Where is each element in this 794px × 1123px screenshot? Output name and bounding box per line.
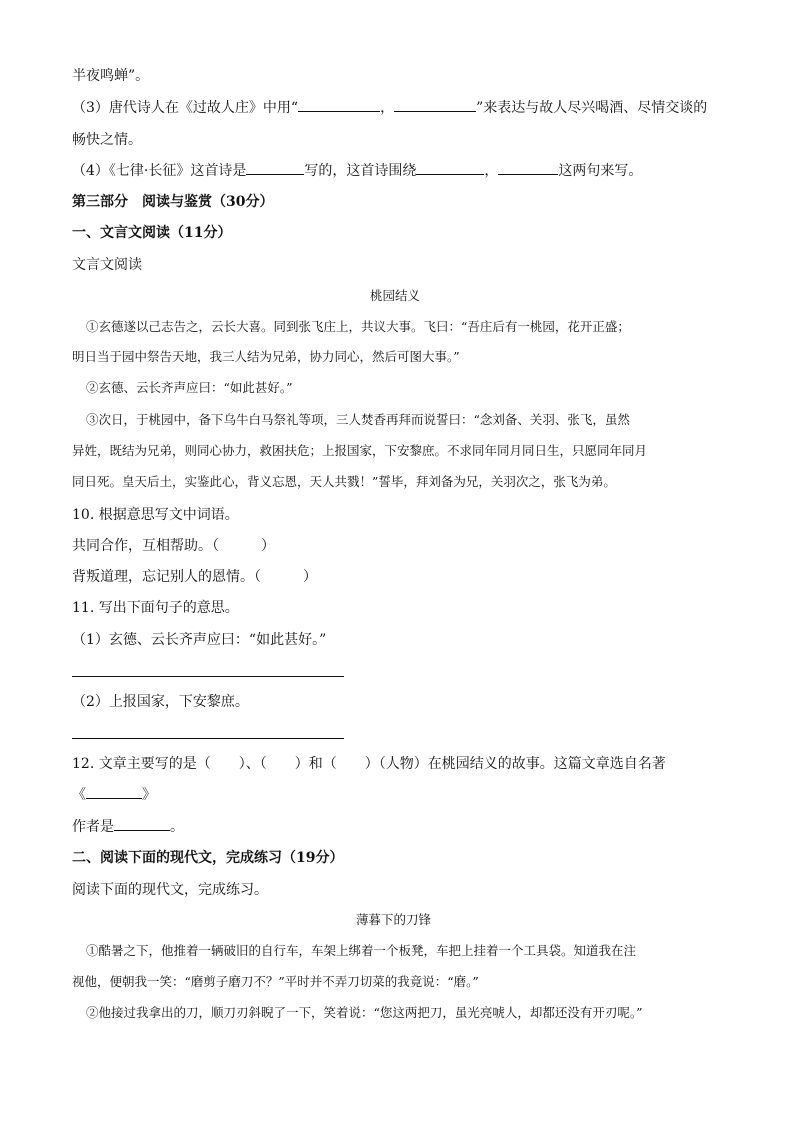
answer-blank[interactable] bbox=[86, 797, 142, 799]
question-11: 11. 写出下面句子的意思。 bbox=[72, 600, 239, 616]
question-3-prompt-cont: ”来表达与故人尽兴喝酒、尽情交谈的 bbox=[476, 100, 708, 116]
question-12-line-1: 12. 文章主要写的是（ ）、（ ）和（ ）（人物）在桃园结义的故事。这篇文章选自名著 bbox=[72, 756, 666, 772]
question-10-item-2: 背叛道理，忘记别人的恩情。（ ） bbox=[72, 569, 317, 585]
answer-line[interactable] bbox=[72, 738, 344, 739]
answer-blank[interactable] bbox=[394, 110, 476, 112]
section-1-heading: 一、文言文阅读（11分） bbox=[72, 225, 232, 241]
question-11-item-2: （2）上报国家，下安黎庶。 bbox=[72, 694, 249, 710]
answer-blank[interactable] bbox=[114, 829, 170, 831]
question-4-prompt-cont: 写的，这首诗围绕 bbox=[304, 163, 417, 179]
passage-1-para-1-line-1: ①玄德遂以己志告之，云长大喜。同到张飞庄上，共议大事。飞曰：“吾庄后有一桃园，花开正盛； bbox=[86, 319, 630, 334]
question-4-line bbox=[72, 164, 642, 178]
passage-1-para-3-line-2: 异姓，既结为兄弟，则同心协力，救困扶危；上报国家，下安黎庶。不求同年同月同日生，只愿同年同月 bbox=[72, 443, 648, 458]
question-3-line-2: 畅快之情。 bbox=[72, 132, 142, 148]
section-2-subheading: 阅读下面的现代文，完成练习。 bbox=[72, 882, 268, 898]
passage-1-title: 桃园结义 bbox=[370, 288, 421, 303]
author-prompt: 作者是 bbox=[72, 819, 114, 835]
passage-1-para-1-line-2: 明日当于园中祭告天地，我三人结为兄弟，协力同心，然后可图大事。” bbox=[72, 349, 460, 364]
section-2-heading: 二、阅读下面的现代文，完成练习（19分） bbox=[72, 850, 344, 866]
question-10-item-1: 共同合作，互相帮助。（ ） bbox=[72, 538, 275, 554]
passage-1-para-2: ②玄德、云长齐声应曰：“如此甚好。” bbox=[86, 380, 293, 395]
answer-blank[interactable] bbox=[498, 173, 558, 175]
poem-line-end: 半夜鸣蝉”。 bbox=[72, 68, 150, 84]
question-12-line-3 bbox=[72, 820, 184, 834]
book-title-close: 》 bbox=[142, 787, 156, 803]
passage-1-para-3-line-3: 同日死。皇天后土，实鉴此心，背义忘恩，天人共戮！”誓毕，拜刘备为兄，关羽次之，张飞为弟。 bbox=[72, 474, 616, 489]
question-3-prompt: （3）唐代诗人在《过故人庄》中用“ bbox=[72, 100, 299, 116]
question-3-line-1 bbox=[72, 101, 707, 115]
passage-2-para-1-line-2: 视他，便朝我一笑：“磨剪子磨刀不？”平时并不弄刀切菜的我竟说：“磨。” bbox=[72, 974, 479, 989]
passage-2-para-1-line-1: ①酷暑之下，他推着一辆破旧的自行车，车架上绑着一个板凳，车把上挂着一个工具袋。知道我在注 bbox=[86, 943, 637, 958]
book-title-open: 《 bbox=[72, 787, 86, 803]
answer-blank[interactable] bbox=[246, 173, 304, 175]
comma: ， bbox=[484, 163, 499, 179]
passage-2-title: 薄暮下的刀锋 bbox=[356, 912, 432, 927]
part-3-heading: 第三部分 阅读与鉴赏（30分） bbox=[72, 194, 274, 210]
passage-1-para-3-line-1: ③次日，于桃园中，备下乌牛白马祭礼等项，三人焚香再拜而说誓曰：“念刘备、关羽、张飞，虽然 bbox=[86, 412, 630, 427]
question-4-prompt: （4）《七律·长征》这首诗是 bbox=[72, 163, 247, 179]
question-11-item-1: （1）玄德、云长齐声应曰：“如此甚好。” bbox=[72, 632, 327, 648]
answer-line[interactable] bbox=[72, 676, 344, 677]
passage-2-para-2: ②他接过我拿出的刀，顺刀刃斜睨了一下，笑着说：“您这两把刀，虽光亮唬人，却都还没有开刃呢。” bbox=[86, 1005, 643, 1020]
question-4-prompt-end: 这两句来写。 bbox=[558, 163, 643, 179]
answer-blank[interactable] bbox=[416, 173, 484, 175]
question-10: 10. 根据意思写文中词语。 bbox=[72, 507, 239, 523]
section-1-subheading: 文言文阅读 bbox=[72, 257, 142, 273]
comma: ， bbox=[380, 100, 395, 116]
period: 。 bbox=[170, 819, 184, 835]
answer-blank[interactable] bbox=[298, 110, 380, 112]
question-12-line-2 bbox=[72, 788, 156, 802]
